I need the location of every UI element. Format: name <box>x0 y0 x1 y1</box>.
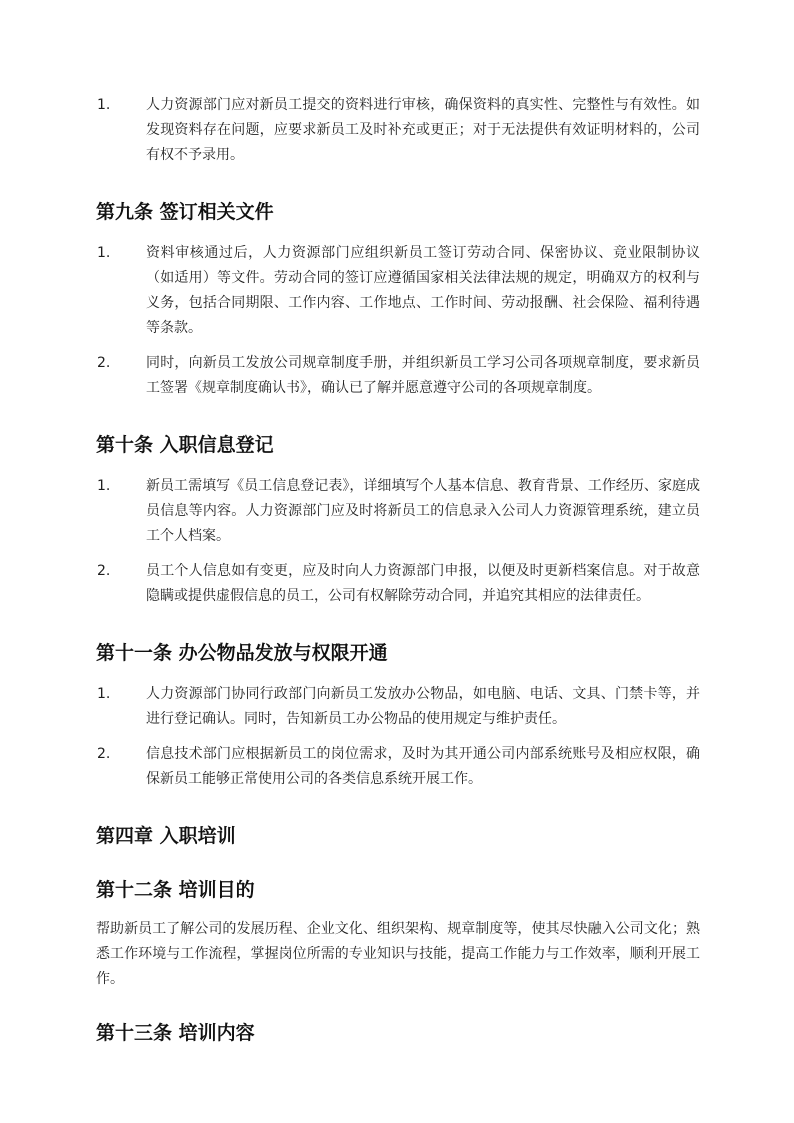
list-item <box>96 93 700 168</box>
list-item-text: 人力资源部门应对新员工提交的资料进行审核，确保资料的真实性、完整性与有效性。如发现资料存在问题，应要求新员工及时补充或更正；对于无法提供有效证明材料的，公司有权不予录用。 <box>146 97 700 163</box>
list-item-text: 新员工需填写《员工信息登记表》，详细填写个人基本信息、教育背景、工作经历、家庭成员信息等内容。人力资源部门应及时将新员工的信息录入公司人力资源管理系统，建立员工个人档案。 <box>146 478 700 544</box>
article-12-heading: 第十二条 培训目的 <box>96 879 255 901</box>
list-item-number: 2. <box>97 355 111 371</box>
article-13-heading: 第十三条 培训内容 <box>96 1022 255 1044</box>
list-item-number: 1. <box>97 478 111 494</box>
list-item-text: 信息技术部门应根据新员工的岗位需求，及时为其开通公司内部系统账号及相应权限，确保新员工能够正常使用公司的各类信息系统开展工作。 <box>146 746 700 787</box>
article-12-paragraph: 帮助新员工了解公司的发展历程、企业文化、组织架构、规章制度等，使其尽快融入公司文化；熟悉工作环境与工作流程，掌握岗位所需的专业知识与技能，提高工作能力与工作效率，顺利开展工作。 <box>96 921 700 987</box>
article-9-list <box>96 241 700 401</box>
list-item <box>96 241 700 341</box>
document-page <box>96 93 700 1046</box>
article-10-heading: 第十条 入职信息登记 <box>96 434 274 456</box>
list-item-text: 同时，向新员工发放公司规章制度手册，并组织新员工学习公司各项规章制度，要求新员工签署《规章制度确认书》，确认已了解并愿意遵守公司的各项规章制度。 <box>146 355 700 396</box>
article-11-list <box>96 682 700 792</box>
list-item <box>96 559 700 609</box>
list-item <box>96 742 700 792</box>
list-item-number: 2. <box>97 563 111 579</box>
list-item-number: 1. <box>97 97 111 113</box>
list-item <box>96 351 700 401</box>
list-item-number: 1. <box>97 686 111 702</box>
list-item <box>96 682 700 732</box>
list-item-number: 1. <box>97 245 111 261</box>
chapter-4-heading: 第四章 入职培训 <box>96 825 236 847</box>
intro-list <box>96 93 700 168</box>
list-item-text: 员工个人信息如有变更，应及时向人力资源部门申报，以便及时更新档案信息。对于故意隐瞒或提供虚假信息的员工，公司有权解除劳动合同，并追究其相应的法律责任。 <box>146 563 700 604</box>
list-item-number: 2. <box>97 746 111 762</box>
list-item-text: 人力资源部门协同行政部门向新员工发放办公物品，如电脑、电话、文具、门禁卡等，并进行登记确认。同时，告知新员工办公物品的使用规定与维护责任。 <box>146 686 700 727</box>
list-item-text: 资料审核通过后，人力资源部门应组织新员工签订劳动合同、保密协议、竞业限制协议（如适用）等文件。劳动合同的签订应遵循国家相关法律法规的规定，明确双方的权利与义务，包括合同期限、工作内容、工作地点、工作时间、劳动报酬、社会保险、福利待遇等条款。 <box>146 245 700 336</box>
list-item <box>96 474 700 549</box>
article-11-heading: 第十一条 办公物品发放与权限开通 <box>96 642 388 664</box>
article-10-list <box>96 474 700 609</box>
article-9-heading: 第九条 签订相关文件 <box>96 201 274 223</box>
